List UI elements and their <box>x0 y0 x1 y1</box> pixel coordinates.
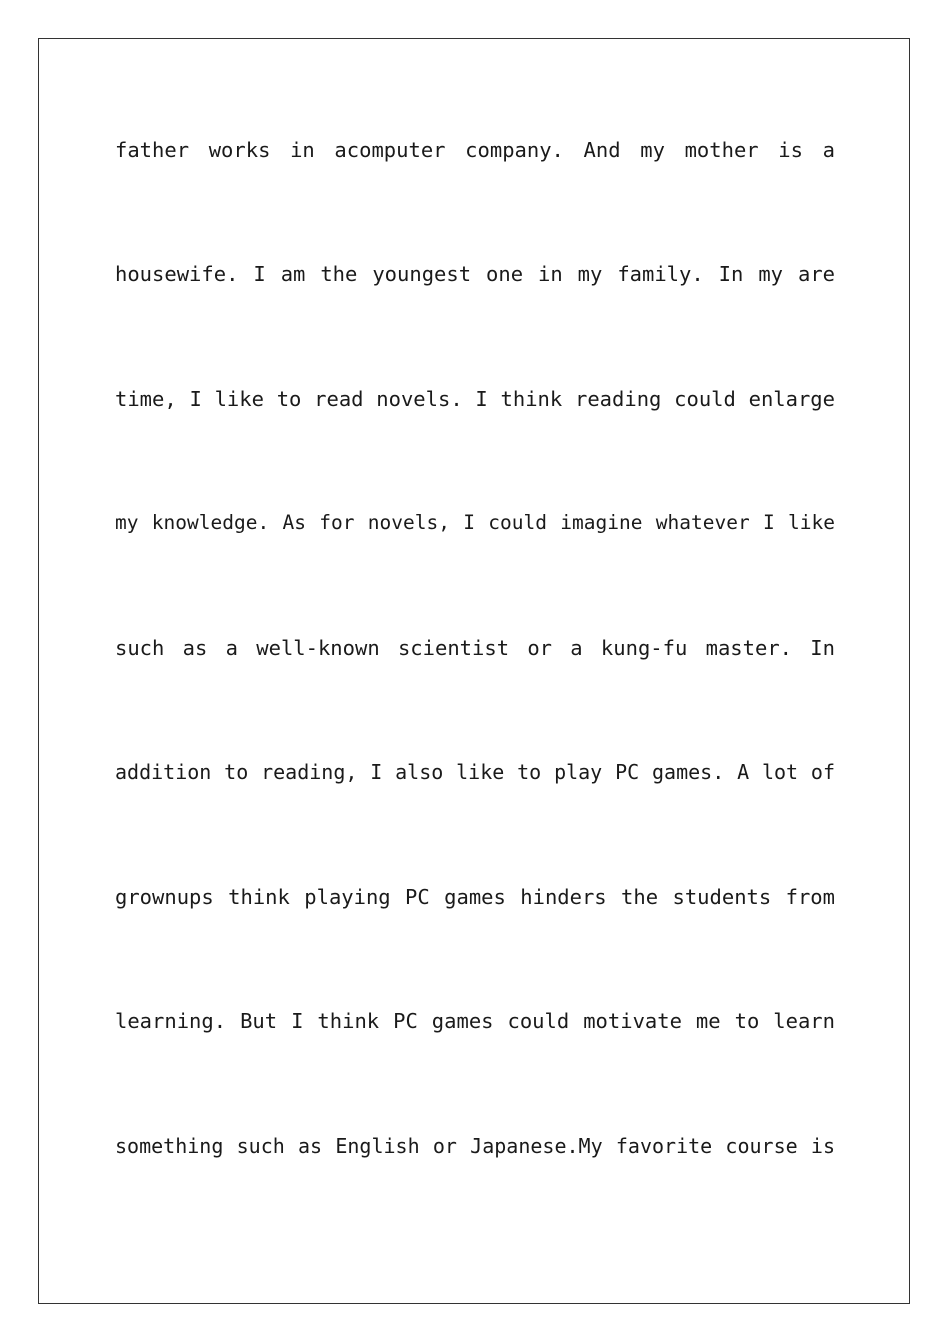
text-line-1: father works in acomputer company. And my mother is a <box>115 138 835 162</box>
text-line-5: such as a well-known scientist or a kung-fu master. In <box>115 636 835 660</box>
text-line-4: my knowledge. As for novels, I could imagine whatever I like <box>115 511 835 534</box>
page-frame <box>38 38 910 1304</box>
text-line-7: grownups think playing PC games hinders the students from <box>115 885 835 909</box>
text-line-9: something such as English or Japanese.My favorite course is <box>115 1134 835 1158</box>
text-line-6: addition to reading, I also like to play PC games. A lot of <box>115 760 835 784</box>
text-line-2: housewife. I am the youngest one in my family. In my are <box>115 262 835 286</box>
text-line-3: time, I like to read novels. I think reading could enlarge <box>115 387 835 411</box>
text-line-8: learning. But I think PC games could motivate me to learn <box>115 1009 835 1033</box>
